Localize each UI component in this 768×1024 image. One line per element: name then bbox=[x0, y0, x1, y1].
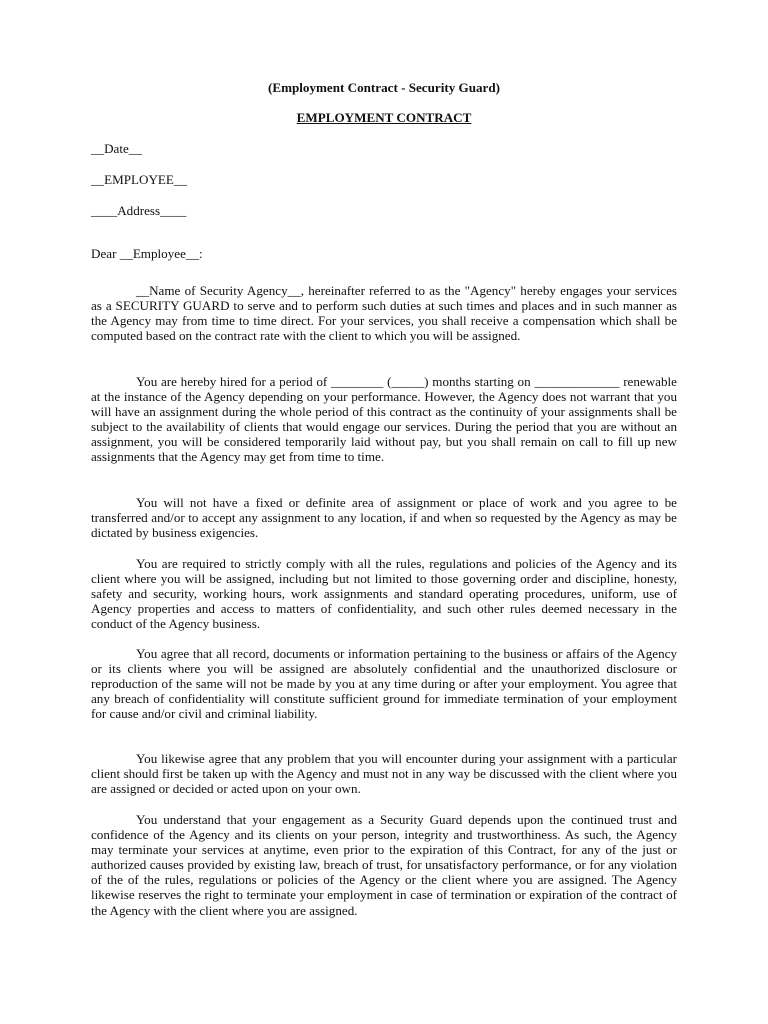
employee-placeholder: __EMPLOYEE__ bbox=[91, 172, 188, 187]
document-title: EMPLOYMENT CONTRACT bbox=[296, 110, 472, 125]
paragraph-confidentiality: You agree that all record, documents or information pertaining to the business or affairs of the Agency or its clients where you will be assigned are absolutely confidential and the unauthorized disclosure or reproduction of the same will not be made by you at any time during or after your employment. You agree that any breach of confidentiality will constitute sufficient ground for immediate termination of your employment for cause and/or civil and criminal liability. bbox=[91, 646, 677, 722]
salutation-suffix: : bbox=[199, 246, 203, 261]
document-subheading: (Employment Contract - Security Guard) bbox=[267, 80, 501, 95]
paragraph-client-problems: You likewise agree that any problem that you will encounter during your assignment with a particular client should first be taken up with the Agency and must not in any way be discussed with the client where you are assigned or decided or acted upon on your own. bbox=[91, 751, 677, 797]
paragraph-period-of-hire: You are hereby hired for a period of ________ (_____) months starting on _____________ renewable at the instance of the Agency depending on your performance. However, the Agency does not warrant that you will have an assignment during the whole period of this contract as the continuity of your assignments shall be subject to the availability of clients that would engage our services. During the period that you are without an assignment, you will be considered temporarily laid without pay, but you shall remain on call to fill up new assignments that the Agency may get from time to time. bbox=[91, 374, 677, 465]
salutation-name: __Employee__ bbox=[119, 246, 199, 261]
paragraph-termination: You understand that your engagement as a Security Guard depends upon the continued trust and confidence of the Agency and its clients on your person, integrity and trustworthiness. As such, the Agency may terminate your services at anytime, even prior to the expiration of this Contract, for any of the just or authorized causes provided by existing law, breach of trust, for unsatisfactory performance, or for any violation of the of the rules, regulations or policies of the Agency or the client where you are assigned. The Agency likewise reserves the right to terminate your employment in case of termination or expiration of the contract of the Agency with the client where you are assigned. bbox=[91, 812, 677, 918]
salutation bbox=[91, 246, 203, 261]
paragraph-engagement: __Name of Security Agency__, hereinafter referred to as the "Agency" hereby engages your services as a SECURITY GUARD to serve and to perform such duties at such times and places and in such manner as the Agency may from time to time direct. For your services, you shall receive a compensation which shall be computed based on the contract rate with the client to which you will be assigned. bbox=[91, 283, 677, 344]
paragraph-rules-compliance: You are required to strictly comply with all the rules, regulations and policies of the Agency and its client where you will be assigned, including but not limited to those governing order and discipline, honesty, safety and security, working hours, work assignments and standard operating procedures, uniform, use of Agency properties and access to matters of confidentiality, and such other rules deemed necessary in the conduct of the Agency business. bbox=[91, 556, 677, 632]
salutation-prefix: Dear bbox=[91, 246, 120, 261]
date-placeholder: __Date__ bbox=[91, 141, 142, 156]
paragraph-place-of-work: You will not have a fixed or definite area of assignment or place of work and you agree to be transferred and/or to accept any assignment to any location, if and when so requested by the Agency as may be dictated by business exigencies. bbox=[91, 495, 677, 541]
address-placeholder: ____Address____ bbox=[91, 203, 187, 218]
